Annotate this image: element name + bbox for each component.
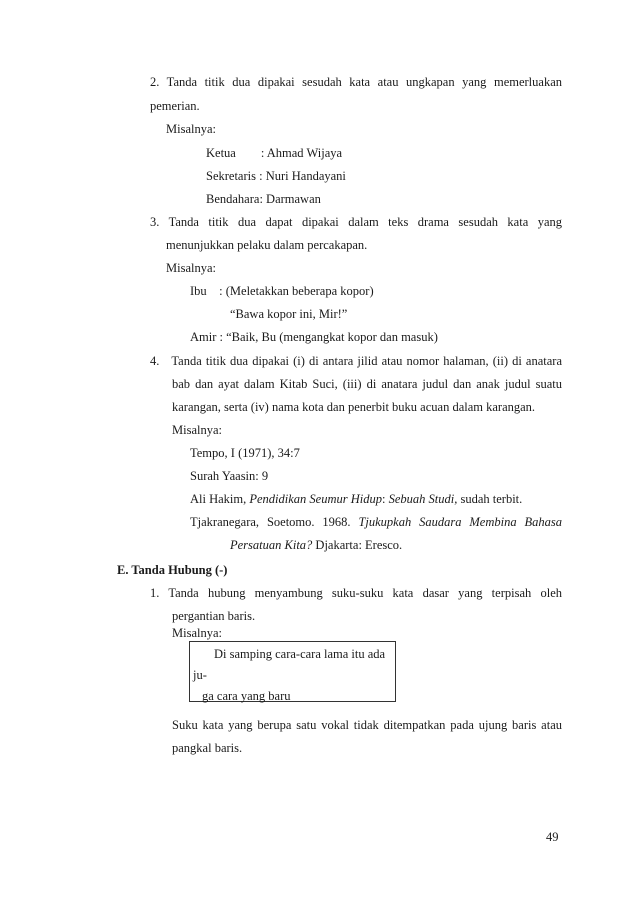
- sectionE-item1-line2: pergantian baris.: [172, 609, 256, 623]
- page-number: 49: [546, 830, 559, 844]
- citation-author: Tjakranegara, Soetomo. 1968.: [190, 515, 359, 529]
- example-label: Misalnya:: [172, 626, 222, 640]
- citation-tail: Djakarta: Eresco.: [312, 538, 403, 552]
- item4-line1: 4. Tanda titik dua dipakai (i) di antara jilid atau nomor halaman, (ii) di anatara: [150, 354, 562, 368]
- section-heading: E. Tanda Hubung (-): [117, 563, 228, 577]
- sectionE-note-line1: Suku kata yang berupa satu vokal tidak ditempatkan pada ujung baris atau: [172, 718, 562, 732]
- example-line-citation: [190, 514, 562, 530]
- example-line: Sekretaris : Nuri Handayani: [206, 169, 346, 183]
- box-line: ju-: [193, 668, 207, 682]
- item3-line2: menunjukkan pelaku dalam percakapan.: [166, 238, 368, 252]
- sectionE-item1-line1: 1. Tanda hubung menyambung suku-suku kata dasar yang terpisah oleh: [150, 586, 562, 600]
- citation-title: Pendidikan Seumur Hidup: [249, 492, 382, 506]
- citation-sep: :: [382, 492, 389, 506]
- example-label: Misalnya:: [172, 423, 222, 437]
- box-line: Di samping cara-cara lama itu ada: [214, 647, 386, 661]
- citation-subtitle: Sebuah Studi,: [388, 492, 458, 506]
- example-line: Ketua : Ahmad Wijaya: [206, 146, 343, 160]
- example-line: Bendahara: Darmawan: [206, 192, 321, 206]
- example-line: Amir : “Baik, Bu (mengangkat kopor dan masuk): [190, 330, 438, 344]
- example-line: Ibu : (Meletakkan beberapa kopor): [190, 284, 374, 298]
- citation-tail: sudah terbit.: [457, 492, 523, 506]
- example-line-citation: [190, 491, 522, 507]
- box-line: ga cara yang baru: [202, 689, 291, 703]
- item2-line1: 2. Tanda titik dua dipakai sesudah kata atau ungkapan yang memerluakan: [150, 75, 562, 89]
- item3-line1: 3. Tanda titik dua dapat dipakai dalam teks drama sesudah kata yang: [150, 215, 562, 229]
- example-line: “Bawa kopor ini, Mir!”: [230, 307, 348, 321]
- sectionE-note-line2: pangkal baris.: [172, 741, 243, 755]
- item4-line2: bab dan ayat dalam Kitab Suci, (iii) di anatara judul dan anak judul suatu: [172, 377, 562, 391]
- example-line-citation: [230, 537, 402, 553]
- example-label: Misalnya:: [166, 261, 216, 275]
- citation-title: Tjukupkah Saudara Membina Bahasa: [358, 515, 562, 529]
- citation-title: Persatuan Kita?: [230, 538, 313, 552]
- example-label: Misalnya:: [166, 122, 216, 136]
- item4-line3: karangan, serta (iv) nama kota dan penerbit buku acuan dalam karangan.: [172, 400, 536, 414]
- example-line: Surah Yaasin: 9: [190, 469, 269, 483]
- item2-line2: pemerian.: [150, 99, 200, 113]
- citation-author: Ali Hakim,: [190, 492, 250, 506]
- example-line: Tempo, I (1971), 34:7: [190, 446, 300, 460]
